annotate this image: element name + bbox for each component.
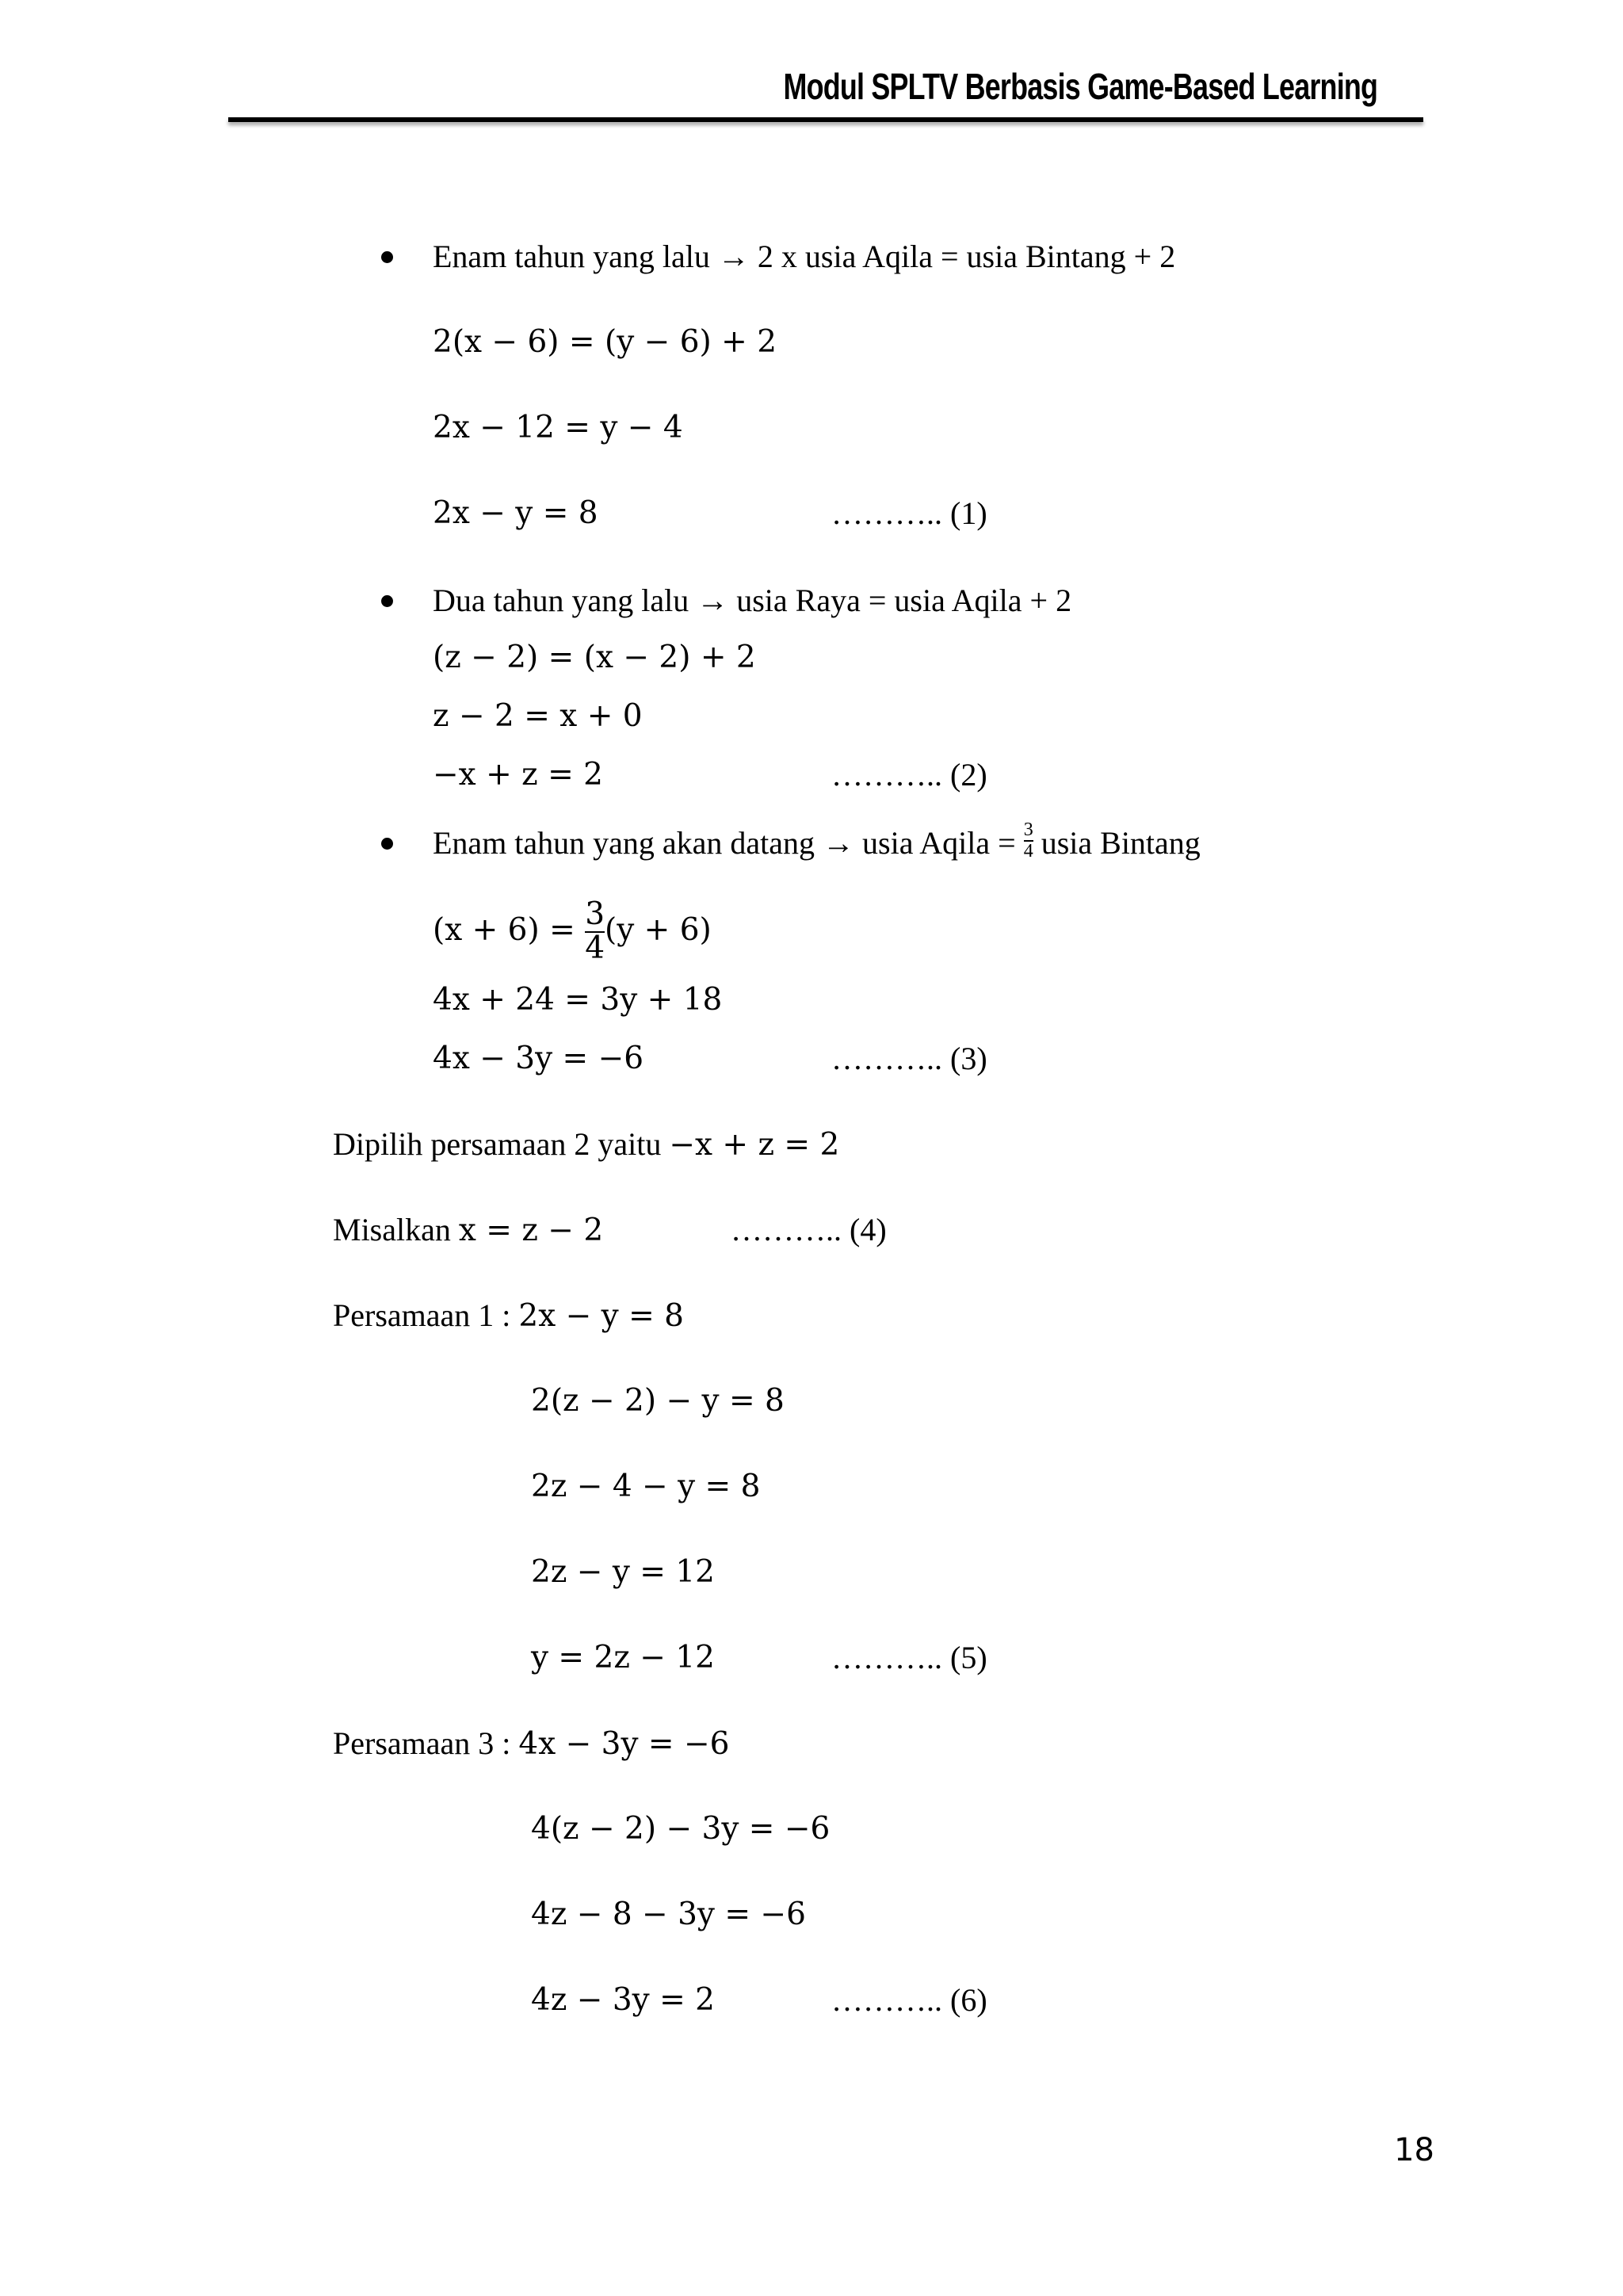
equation-one-label: Persamaan 1 : [333, 1297, 519, 1333]
equation-2a: (z − 2) = (x − 2) + 2 [433, 640, 756, 675]
step-3b: 4z − 8 − 3y = −6 [531, 1897, 806, 1932]
page-number: 18 [1394, 2132, 1434, 2168]
substitution-equation: x = z − 2 [458, 1213, 604, 1248]
equation-1b: 2x − 12 = y − 4 [433, 410, 683, 445]
fraction-numerator: 3 [585, 896, 605, 933]
fraction-three-quarters-large [585, 896, 605, 966]
equation-one-line [333, 1297, 684, 1335]
substitution-line [333, 1211, 603, 1250]
bullet-text-2: Dua tahun yang lalu → usia Raya = usia Aqila + 2 [433, 583, 1072, 618]
substitution-text: Misalkan [333, 1212, 459, 1247]
selected-equation-line [333, 1125, 839, 1164]
step-1c: 2z − y = 12 [531, 1554, 715, 1590]
step-1a: 2(z − 2) − y = 8 [531, 1383, 785, 1419]
equation-2b: z − 2 = x + 0 [433, 698, 643, 734]
step-3a: 4(z − 2) − 3y = −6 [531, 1811, 831, 1847]
equation-3c: 4x − 3y = −6 [433, 1041, 644, 1076]
fraction-denominator: 4 [1023, 840, 1033, 861]
bullet-dot [381, 838, 393, 850]
equation-3b: 4x + 24 = 3y + 18 [433, 982, 723, 1018]
fraction-numerator: 3 [1023, 819, 1033, 840]
equation-2c: −x + z = 2 [433, 757, 603, 793]
bullet-text-1: Enam tahun yang lalu → 2 x usia Aqila = usia Bintang + 2 [433, 239, 1176, 274]
fraction-three-quarters [1024, 820, 1033, 861]
bullet-text-3 [433, 819, 1201, 862]
equation-one: 2x − y = 8 [518, 1298, 684, 1334]
equation-ref-4: ……….. (4) [731, 1212, 887, 1247]
bullet-text-3-start: Enam tahun yang akan datang → usia Aqila = [433, 825, 1024, 861]
equation-ref-1: ……….. (1) [831, 495, 987, 531]
equation-1c: 2x − y = 8 [433, 495, 598, 531]
header-title: Modul SPLTV Berbasis Game-Based Learning [783, 66, 1377, 107]
step-1d: y = 2z − 12 [531, 1640, 715, 1675]
equation-3a-right: (y + 6) [605, 912, 712, 948]
equation-three: 4x − 3y = −6 [518, 1726, 730, 1762]
selected-equation: −x + z = 2 [669, 1127, 840, 1163]
bullet-dot [381, 251, 393, 263]
step-3c: 4z − 3y = 2 [531, 1982, 715, 2018]
equation-ref-5: ……….. (5) [831, 1640, 987, 1675]
equation-ref-6: ……….. (6) [831, 1982, 987, 2018]
selected-equation-text: Dipilih persamaan 2 yaitu [333, 1126, 670, 1162]
equation-three-line [333, 1725, 729, 1763]
equation-1a: 2(x − 6) = (y − 6) + 2 [433, 324, 777, 360]
equation-ref-3: ……….. (3) [831, 1041, 987, 1076]
bullet-dot [381, 595, 393, 607]
equation-3a [433, 891, 712, 970]
bullet-text-3-end: usia Bintang [1033, 825, 1201, 861]
step-1b: 2z − 4 − y = 8 [531, 1469, 761, 1504]
equation-3a-left: (x + 6) = [433, 912, 586, 948]
equation-ref-2: ……….. (2) [831, 757, 987, 793]
equation-three-label: Persamaan 3 : [333, 1725, 519, 1761]
fraction-denominator: 4 [585, 930, 605, 966]
header-rule [228, 117, 1423, 122]
